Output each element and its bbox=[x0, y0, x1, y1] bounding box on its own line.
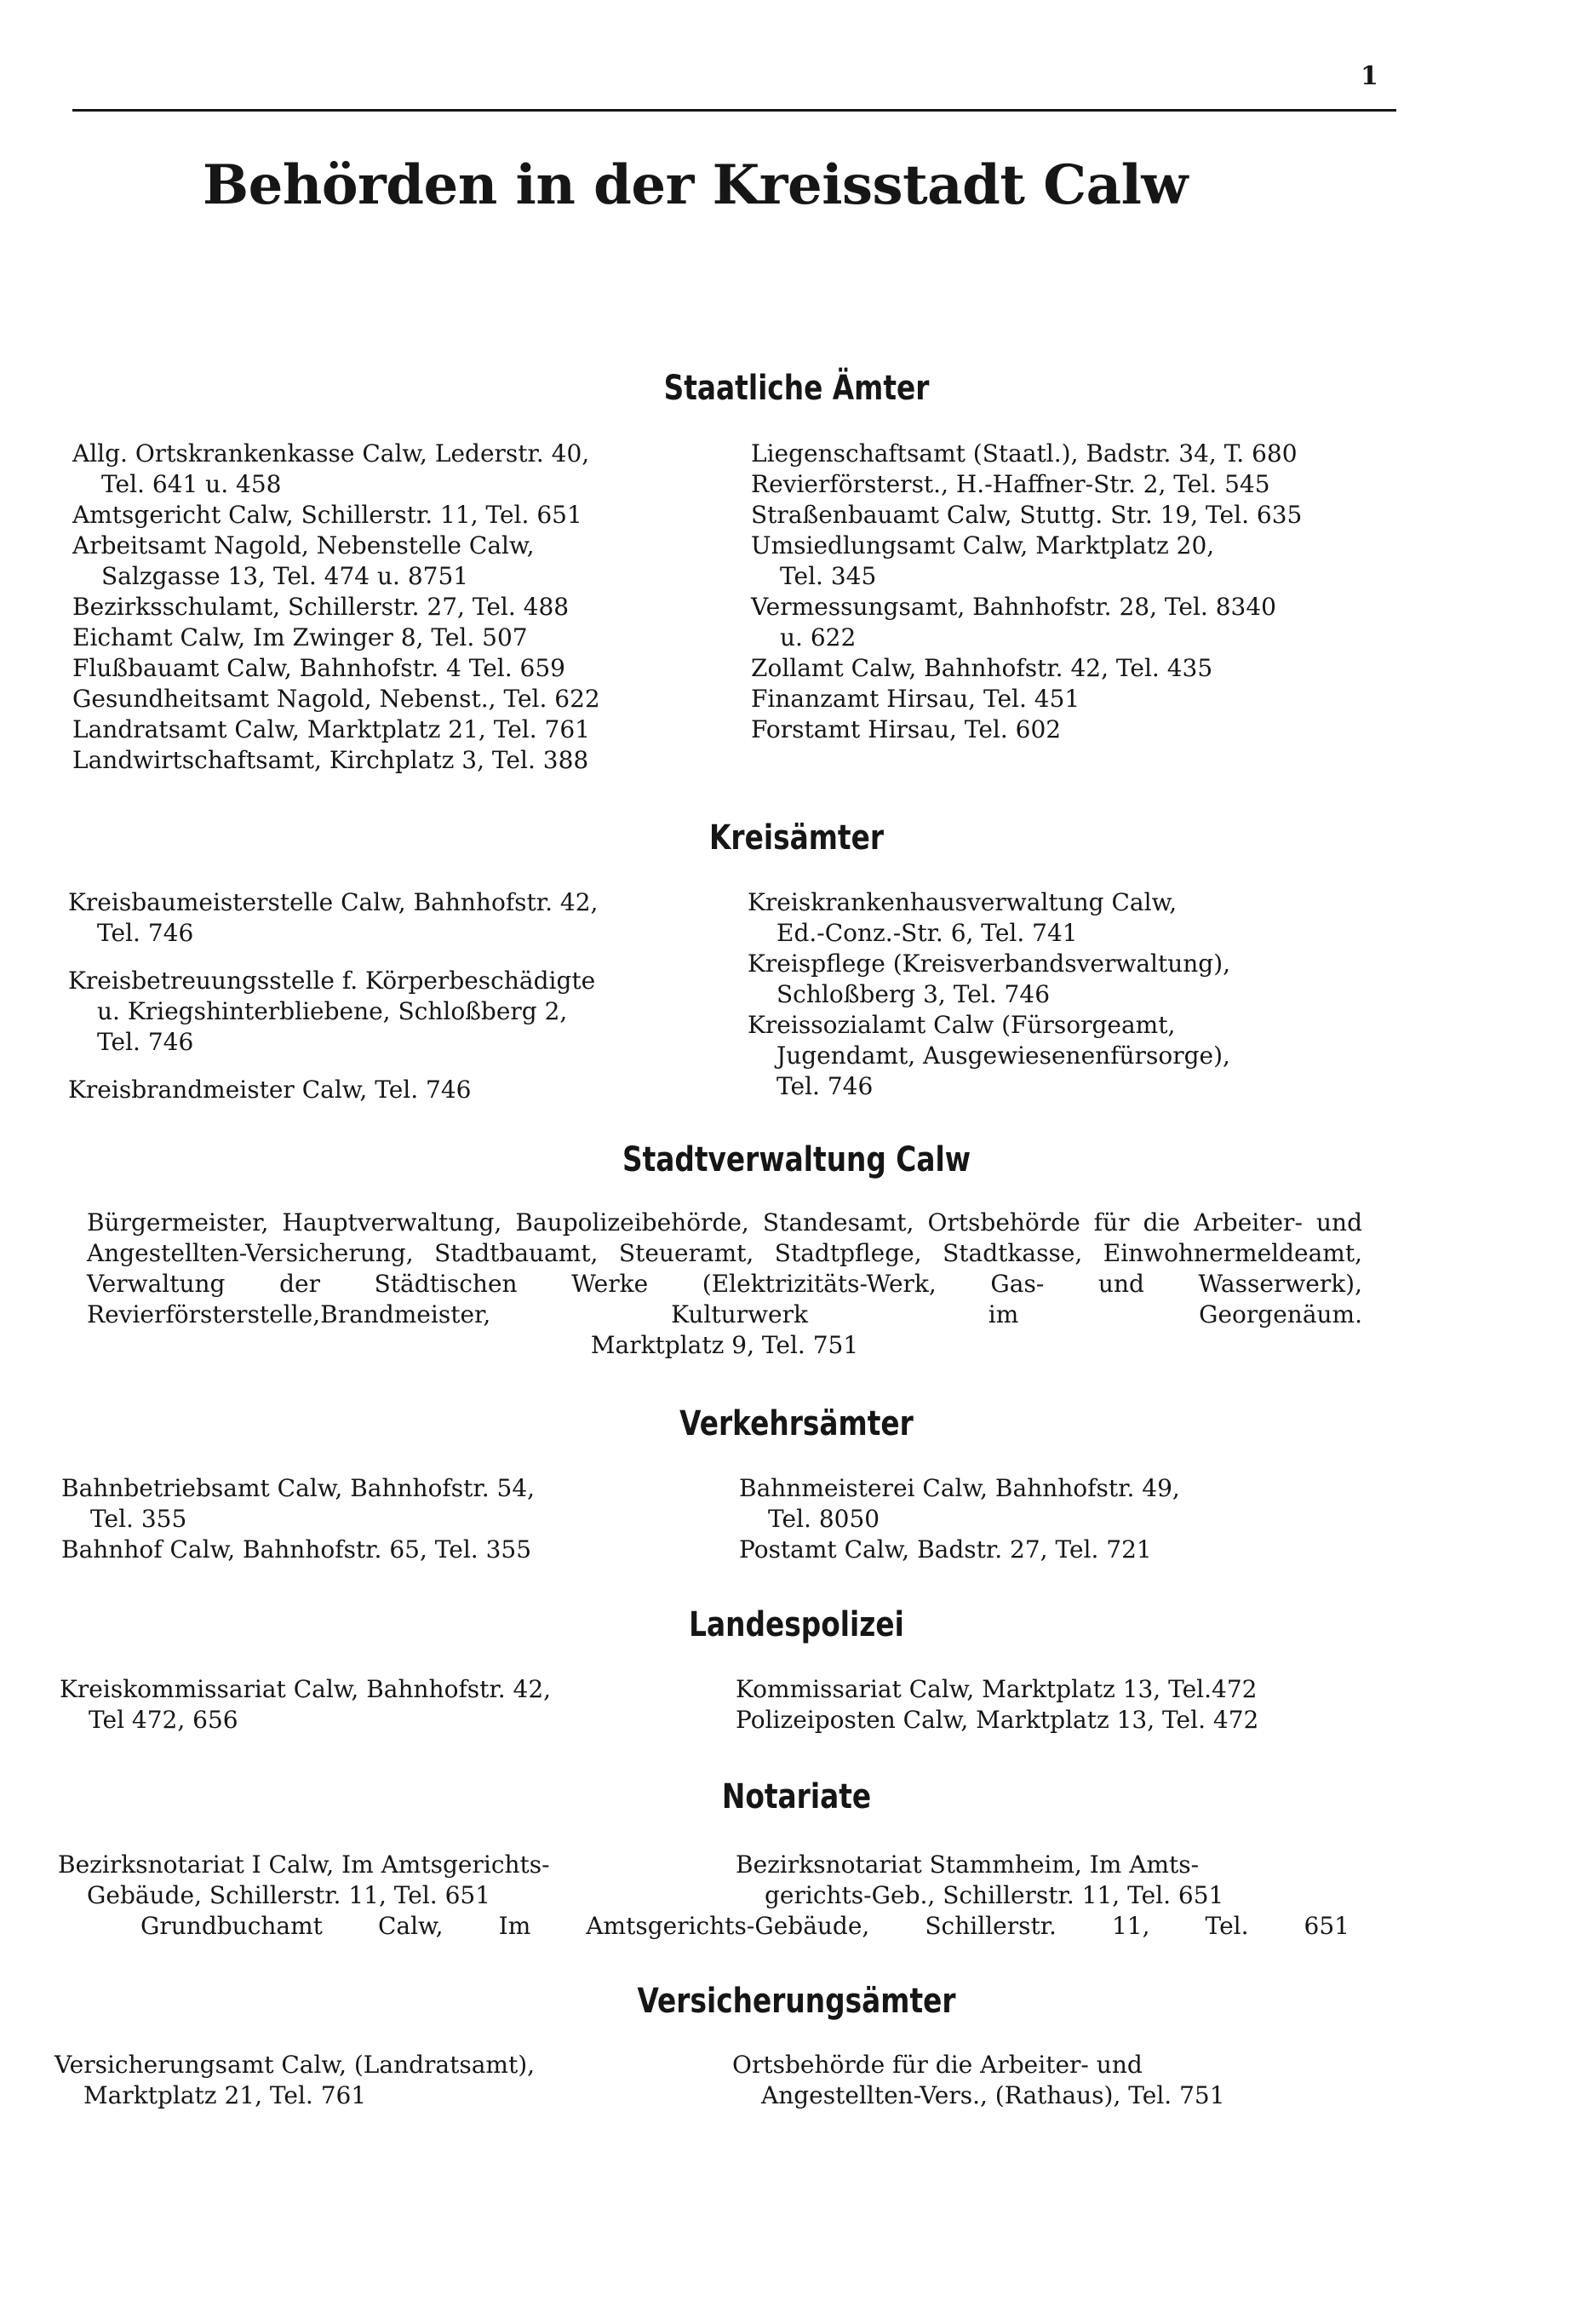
section-heading-versicherungsaemter: Versicherungsämter bbox=[637, 1982, 956, 2021]
landespolizei-left-column bbox=[60, 1674, 732, 1736]
page-number: 1 bbox=[1361, 61, 1378, 91]
list-item: Vermessungsamt, Bahnhofstr. 28, Tel. 8340 u. 622 bbox=[751, 593, 1276, 651]
list-item: Revierförsterst., H.-Haffner-Str. 2, Tel. 545 bbox=[751, 470, 1270, 498]
list-item: Landratsamt Calw, Marktplatz 21, Tel. 761 bbox=[72, 715, 591, 743]
stadtverwaltung-departments: Bürgermeister, Hauptverwaltung, Baupolizeibehörde, Standesamt, Ortsbehörde für die Arbeiter- und Angestellten-Versicherung, Stadtbauamt, Steueramt, Stadtpflege, Stadtkasse, Einwohnermeldeamt, Verwaltung der Städtischen Werke (Elektrizitäts-Werk, Gas- und Wasserwerk), Revierförsterstelle,Brandmeister, Kulturwerk im Georgenäum. bbox=[87, 1208, 1362, 1328]
page-title: Behörden in der Kreisstadt Calw bbox=[203, 153, 1188, 217]
list-item: Bezirksnotariat Stammheim, Im Amts- gerichts-Geb., Schillerstr. 11, Tel. 651 bbox=[736, 1851, 1224, 1909]
list-item: Bezirksnotariat I Calw, Im Amtsgerichts- Gebäude, Schillerstr. 11, Tel. 651 bbox=[58, 1851, 550, 1909]
versicherungsaemter-right-column bbox=[732, 2050, 1396, 2111]
list-item: Straßenbauamt Calw, Stuttg. Str. 19, Tel. 635 bbox=[751, 501, 1303, 529]
staatliche-aemter-right-column bbox=[751, 439, 1398, 745]
kreisaemter-right-column bbox=[748, 887, 1395, 1102]
section-heading-verkehrsaemter: Verkehrsämter bbox=[679, 1404, 914, 1443]
list-item: Arbeitsamt Nagold, Nebenstelle Calw, Salzgasse 13, Tel. 474 u. 8751 bbox=[72, 531, 535, 590]
list-item: Kommissariat Calw, Marktplatz 13, Tel.472 bbox=[736, 1675, 1258, 1703]
list-item: Eichamt Calw, Im Zwinger 8, Tel. 507 bbox=[72, 623, 528, 651]
grundbuchamt-line: Grundbuchamt Calw, Im Amtsgerichts-Gebäude, Schillerstr. 11, Tel. 651 bbox=[140, 1912, 1349, 1940]
list-item: Bahnbetriebsamt Calw, Bahnhofstr. 54, Tel. 355 bbox=[61, 1474, 536, 1533]
list-item: Gesundheitsamt Nagold, Nebenst., Tel. 622 bbox=[72, 685, 600, 713]
list-item: Amtsgericht Calw, Schillerstr. 11, Tel. 651 bbox=[72, 501, 582, 529]
list-item: Kreisbetreuungsstelle f. Körperbeschädigte u. Kriegshinterbliebene, Schloßberg 2, Tel. 746 bbox=[68, 967, 596, 1056]
list-item: Landwirtschaftsamt, Kirchplatz 3, Tel. 388 bbox=[72, 746, 589, 774]
list-item: Zollamt Calw, Bahnhofstr. 42, Tel. 435 bbox=[751, 654, 1213, 682]
list-item: Forstamt Hirsau, Tel. 602 bbox=[751, 715, 1062, 743]
verkehrsaemter-right-column bbox=[739, 1473, 1395, 1565]
header-rule bbox=[72, 109, 1396, 112]
list-item: Bahnhof Calw, Bahnhofstr. 65, Tel. 355 bbox=[61, 1535, 532, 1564]
list-item: Kreisbaumeisterstelle Calw, Bahnhofstr. 42, Tel. 746 bbox=[68, 888, 599, 947]
list-item: Allg. Ortskrankenkasse Calw, Lederstr. 40, Tel. 641 u. 458 bbox=[72, 439, 590, 498]
landespolizei-right-column bbox=[736, 1674, 1400, 1736]
list-item: Bezirksschulamt, Schillerstr. 27, Tel. 488 bbox=[72, 593, 570, 621]
list-item: Postamt Calw, Badstr. 27, Tel. 721 bbox=[739, 1535, 1152, 1564]
section-heading-kreisaemter: Kreisämter bbox=[708, 818, 885, 858]
section-heading-landespolizei: Landespolizei bbox=[689, 1605, 904, 1644]
list-item: Versicherungsamt Calw, (Landratsamt), Marktplatz 21, Tel. 761 bbox=[54, 2051, 536, 2109]
notariate-right-column bbox=[736, 1850, 1400, 1911]
list-item: Polizeiposten Calw, Marktplatz 13, Tel. 472 bbox=[736, 1706, 1259, 1734]
list-item: Flußbauamt Calw, Bahnhofstr. 4 Tel. 659 bbox=[72, 654, 565, 682]
list-item: Kreissozialamt Calw (Fürsorgeamt, Jugendamt, Ausgewiesenenfürsorge), Tel. 746 bbox=[748, 1011, 1230, 1100]
list-item: Liegenschaftsamt (Staatl.), Badstr. 34, T. 680 bbox=[751, 439, 1298, 468]
list-item: Umsiedlungsamt Calw, Marktplatz 20, Tel. 345 bbox=[751, 531, 1215, 590]
stadtverwaltung-text bbox=[87, 1208, 1362, 1361]
section-heading-notariate: Notariate bbox=[721, 1777, 872, 1816]
list-item: Kreisbrandmeister Calw, Tel. 746 bbox=[68, 1076, 472, 1104]
notariate-left-column bbox=[58, 1850, 739, 1911]
versicherungsaemter-left-column bbox=[54, 2050, 736, 2111]
stadtverwaltung-address: Marktplatz 9, Tel. 751 bbox=[590, 1331, 859, 1359]
list-item: Ortsbehörde für die Arbeiter- und Angestellten-Vers., (Rathaus), Tel. 751 bbox=[732, 2051, 1225, 2109]
list-item: Kreiskommissariat Calw, Bahnhofstr. 42, Tel 472, 656 bbox=[60, 1675, 552, 1734]
kreisaemter-left-column bbox=[68, 887, 732, 1105]
section-heading-stadtverwaltung: Stadtverwaltung Calw bbox=[622, 1140, 971, 1179]
staatliche-aemter-left-column bbox=[72, 439, 728, 776]
list-item: Kreiskrankenhausverwaltung Calw, Ed.-Conz.-Str. 6, Tel. 741 bbox=[748, 888, 1178, 947]
section-heading-staatliche-aemter: Staatliche Ämter bbox=[663, 369, 930, 408]
list-item: Finanzamt Hirsau, Tel. 451 bbox=[751, 685, 1080, 713]
list-item: Kreispflege (Kreisverbandsverwaltung), Schloßberg 3, Tel. 746 bbox=[748, 950, 1231, 1008]
verkehrsaemter-left-column bbox=[61, 1473, 734, 1565]
list-item: Bahnmeisterei Calw, Bahnhofstr. 49, Tel. 8050 bbox=[739, 1474, 1180, 1533]
